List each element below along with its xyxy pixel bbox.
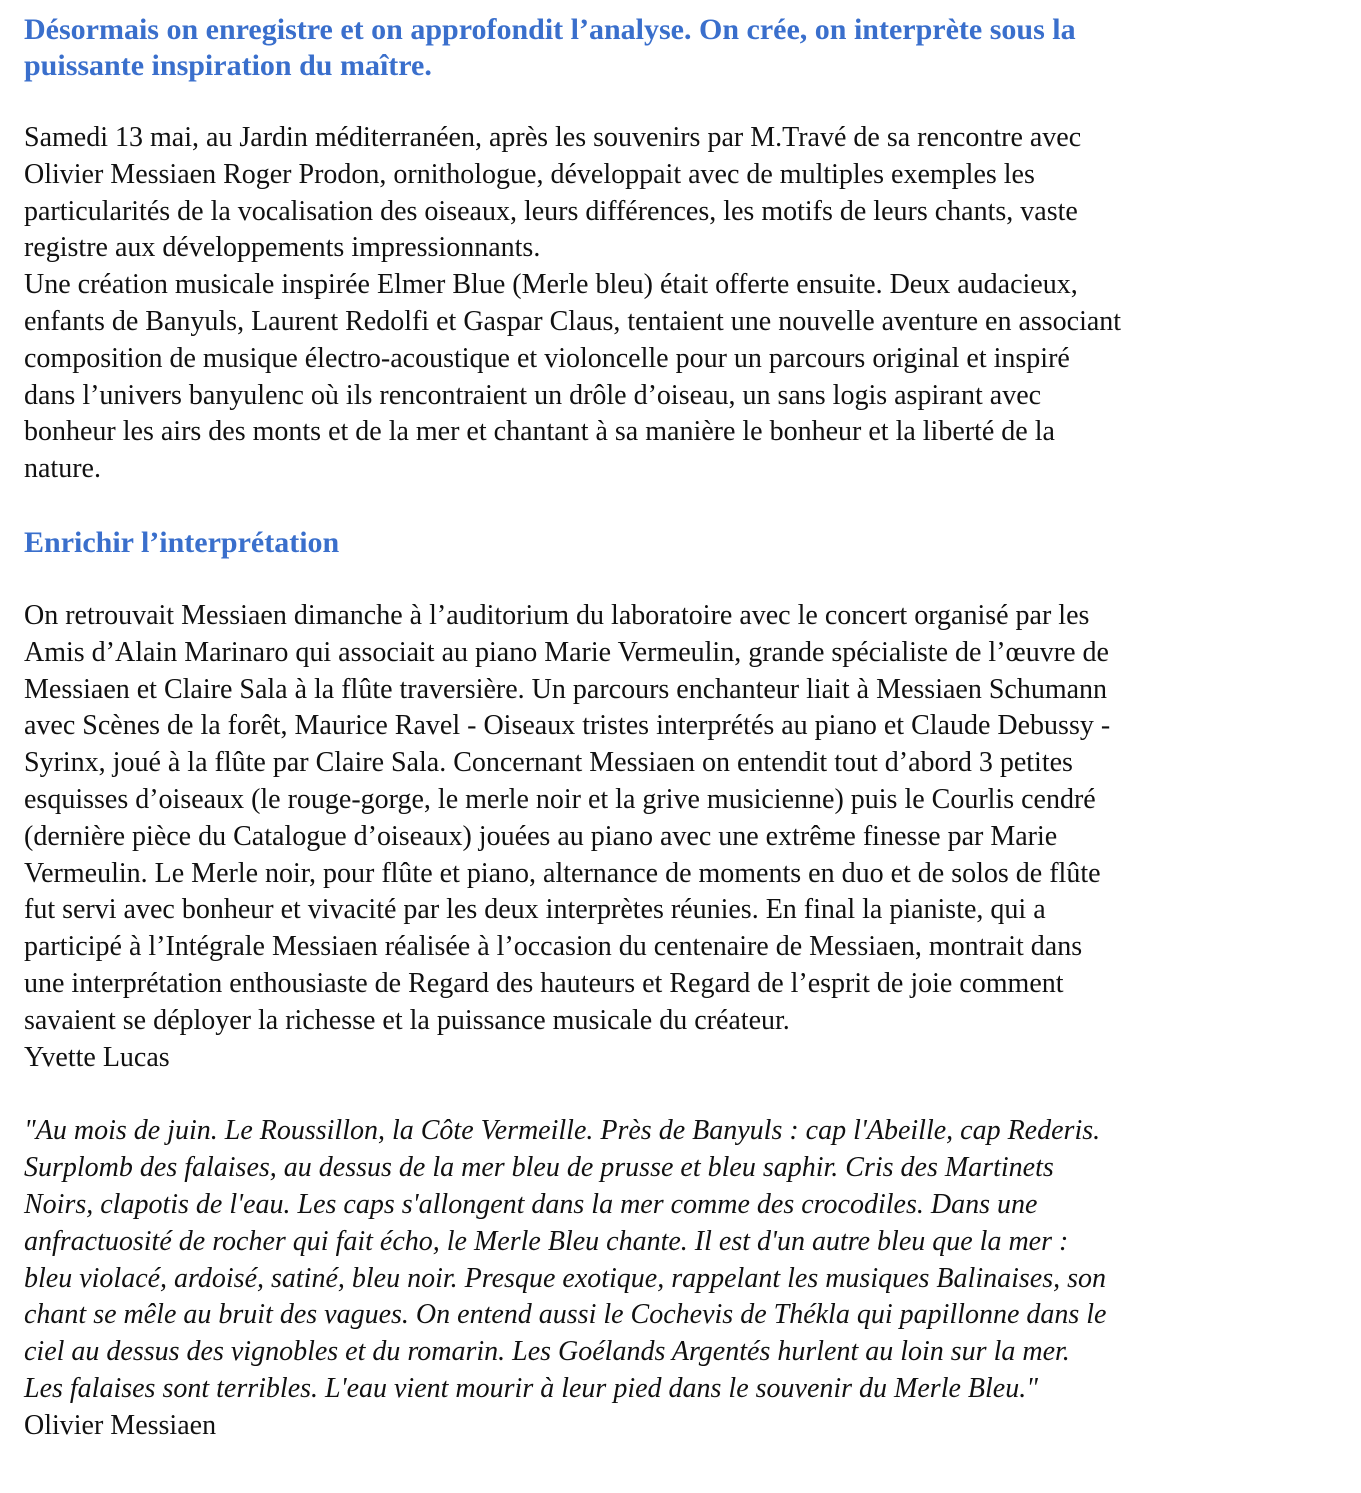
text-line: esquisses d’oiseaux (le rouge-gorge, le merle noir et la grive musicienne) puis le Courlis cendré: [24, 783, 1096, 815]
quote-line: chant se mêle au bruit des vagues. On entend aussi le Cochevis de Thékla qui papillonne dans le: [24, 1299, 1107, 1331]
article-page: [24, 12, 1344, 1445]
text-line: Vermeulin. Le Merle noir, pour flûte et piano, alternance de moments en duo et de solos de flûte: [24, 857, 1101, 889]
text-line: registre aux développements impressionnants.: [24, 232, 541, 264]
text-line: une interprétation enthousiaste de Regard des hauteurs et Regard de l’esprit de joie comment: [24, 967, 1064, 999]
quote-line: bleu violacé, ardoisé, satiné, bleu noir. Presque exotique, rappelant les musiques Balinaises, son: [24, 1262, 1106, 1294]
text-line: Amis d’Alain Marinaro qui associait au piano Marie Vermeulin, grande spécialiste de l’œuvre de: [24, 636, 1109, 668]
quote-author: Olivier Messiaen: [24, 1409, 217, 1441]
heading-line: Désormais on enregistre et on approfondit l’analyse. On crée, on interprète sous la: [24, 13, 1076, 46]
text-line: On retrouvait Messiaen dimanche à l’auditorium du laboratoire avec le concert organisé par les: [24, 599, 1090, 631]
text-line: Syrinx, joué à la flûte par Claire Sala. Concernant Messiaen on entendit tout d’abord 3 petites: [24, 747, 1073, 779]
text-line: nature.: [24, 453, 101, 485]
text-line: avec Scènes de la forêt, Maurice Ravel - Oiseaux tristes interprétés au piano et Claude Debussy -: [24, 710, 1111, 742]
article-signature: Yvette Lucas: [24, 1041, 170, 1073]
paragraph-spacer: [24, 84, 1344, 120]
quote-line: Les falaises sont terribles. L'eau vient mourir à leur pied dans le souvenir du Merle Bleu.": [24, 1372, 1038, 1404]
text-line: savaient se déployer la richesse et la puissance musicale du créateur.: [24, 1004, 790, 1036]
text-line: Une création musicale inspirée Elmer Blue (Merle bleu) était offerte ensuite. Deux audacieux,: [24, 269, 1078, 301]
text-line: (dernière pièce du Catalogue d’oiseaux) jouées au piano avec une extrême finesse par Marie: [24, 820, 1058, 852]
text-line: Messiaen et Claire Sala à la flûte traversière. Un parcours enchanteur liait à Messiaen Schumann: [24, 673, 1108, 705]
paragraph-spacer: [24, 1076, 1344, 1113]
text-line: dans l’univers banyulenc où ils rencontraient un drôle d’oiseau, un sans logis aspirant avec: [24, 379, 1042, 411]
quote-line: ciel au dessus des vignobles et du romarin. Les Goélands Argentés hurlent au loin sur la mer.: [24, 1336, 1070, 1368]
section-heading-interpretation: Enrichir l’interprétation: [24, 525, 340, 559]
text-line: bonheur les airs des monts et de la mer et chantant à sa manière le bonheur et la liberté de la: [24, 416, 1055, 448]
paragraph-spacer: [24, 488, 1344, 525]
text-line: Olivier Messiaen Roger Prodon, ornithologue, développait avec de multiples exemples les: [24, 158, 1035, 190]
paragraph-creation: [24, 267, 1344, 488]
text-line: composition de musique électro-acoustique et violoncelle pour un parcours original et inspiré: [24, 342, 1070, 374]
text-line: enfants de Banyuls, Laurent Redolfi et Gaspar Claus, tentaient une nouvelle aventure en associant: [24, 305, 1122, 337]
section-heading-intro: [24, 12, 1344, 84]
text-line: Samedi 13 mai, au Jardin méditerranéen, après les souvenirs par M.Travé de sa rencontre avec: [24, 122, 1082, 153]
quote-line: Surplomb des falaises, au dessus de la mer bleu de prusse et bleu saphir. Cris des Martinets: [24, 1152, 1054, 1184]
quote-line: Noirs, clapotis de l'eau. Les caps s'allongent dans la mer comme des crocodiles. Dans une: [24, 1188, 1038, 1220]
text-line: particularités de la vocalisation des oiseaux, leurs différences, les motifs de leurs chants, vaste: [24, 195, 1078, 227]
quote-line: anfractuosité de rocher qui fait écho, le Merle Bleu chante. Il est d'un autre bleu que la mer :: [24, 1225, 1069, 1257]
text-line: participé à l’Intégrale Messiaen réalisée à l’occasion du centenaire de Messiaen, montrait dans: [24, 931, 1083, 963]
heading-line: puissante inspiration du maître.: [24, 49, 432, 82]
messiaen-quote: [24, 1113, 1344, 1407]
quote-line: "Au mois de juin. Le Roussillon, la Côte Vermeille. Près de Banyuls : cap l'Abeille, cap Rederis.: [24, 1115, 1101, 1147]
text-line: fut servi avec bonheur et vivacité par les deux interprètes réunies. En final la pianiste, qui a: [24, 894, 1046, 926]
paragraph-concert: [24, 598, 1344, 1076]
paragraph-spacer: [24, 561, 1344, 598]
paragraph-conference: [24, 120, 1344, 267]
